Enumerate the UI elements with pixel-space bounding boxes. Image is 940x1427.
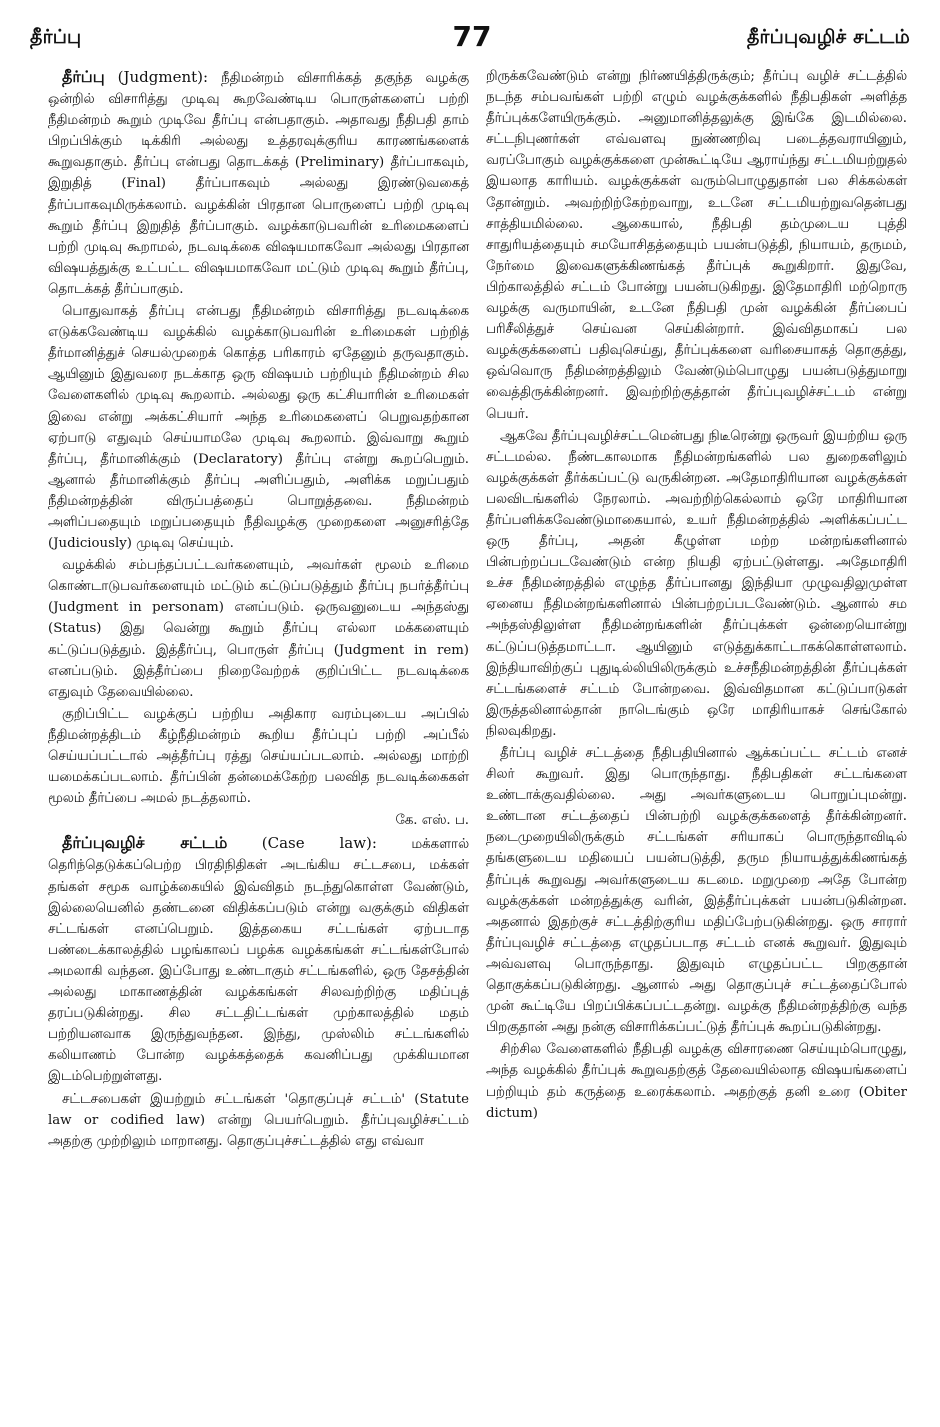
- page-header: [22, 20, 922, 60]
- running-head-right: தீர்ப்புவழிச் சட்டம்: [746, 26, 910, 48]
- page-number: 77: [452, 20, 492, 53]
- author-initials: கே. எஸ். ப.: [395, 813, 469, 829]
- entry-term: தீர்ப்புவழிச் சட்டம்: [62, 833, 228, 853]
- paragraph: றிருக்கவேண்டும் என்று நிர்ணயித்திருக்கும்; தீர்ப்பு வழிச் சட்டத்தில் நடந்த சம்பவங்கள் பற்றி எழும் வழக்குக்களில் நீதிபதிகள் அளித்த தீர்ப்புக்களேயிருக்கும். அனுமானித்தலுக்கு இங்கே இடமில்லை. சட்டநிபுணர்கள் எவ்வளவு நுண்ணறிவு படைத்தவராயினும், வரப்போகும் வழக்குக்களை முன்கூட்டியே ஆராய்ந்து சட்டமியற்றுதல் இயலாத காரியம். வழக்குக்கள் வரும்பொழுதுதான் பல சிக்கல்கள் தோன்றும். அவற்றிற்கேற்றவாறு, உடனே சட்டமியற்றுவதென்பது சாத்தியமில்லை. ஆகையால், நீதிபதி தம்முடைய புத்தி சாதுரியத்தையும் சமயோசிதத்தையும் பயன்படுத்தி, நியாயம், தருமம், நேர்மை இவைகளுக்கிணங்கத் தீர்ப்புக் கூறுகிறார். இதுவே, பிற்காலத்தில் சட்டம் போன்று பயன்படுகிறது. இதேமாதிரி மற்றொரு வழக்கு வருமாயின், உடனே நீதிபதி முன் வழக்கின் தீர்ப்பைப் பரிசீலித்துச் செய்வன செய்கின்றார். இவ்விதமாகப் பல வழக்குக்களைப் பதிவுசெய்து, தீர்ப்புக்களை வரிசையாகத் தொகுத்து, ஒவ்வொரு நீதிமன்றத்திலும் வேண்டும்பொழுது பயன்படுத்துமாறு வைத்திருக்கின்றனர். இவற்றிற்குத்தான் தீர்ப்புவழிச்சட்டம் என்று பெயர்.: [486, 69, 907, 422]
- paragraph: சட்டசபைகள் இயற்றும் சட்டங்கள் 'தொகுப்புச் சட்டம்' (Statute law or codified law) என்று பெயர்பெறும். தீர்ப்புவழிச்சட்டம் அதற்கு முற்றிலும் மாறானது. தொகுப்புச்சட்டத்தில் எது எவ்வா: [48, 1091, 469, 1149]
- entry-judgment-intro: [48, 66, 469, 300]
- right-column: [486, 66, 907, 1125]
- paragraph: குறிப்பிட்ட வழக்குப் பற்றிய அதிகார வரம்புடைய அப்பில் நீதிமன்றத்திடம் கீழ்நீதிமன்றம் கூறிய தீர்ப்புப் பற்றி அப்பீல் செய்யப்பட்டால் அத்தீர்ப்பு ரத்து செய்யப்படலாம். அல்லது மாற்றி யமைக்கப்படலாம். தீர்ப்பின் தன்மைக்கேற்ற பலவித நடவடிக்கைகள் மூலம் தீர்ப்பை அமல் நடத்தலாம்.: [48, 706, 469, 807]
- paragraph: சிற்சில வேளைகளில் நீதிபதி வழக்கு விசாரணை செய்யும்பொழுது, அந்த வழக்கில் தீர்ப்புக் கூறுவதற்குத் தேவையில்லாத விஷயங்களைப் பற்றியும் தம் கருத்தை உரைக்கலாம். அதற்குத் தனி உரை (Obiter dictum): [486, 1042, 907, 1121]
- paragraph: ஆகவே தீர்ப்புவழிச்சட்டமென்பது நிடீரென்று ஒருவர் இயற்றிய ஒரு சட்டமல்ல. நீண்டகாலமாக நீதிமன்றங்களில் பல துறைகளிலும் வழக்குக்கள் தீர்க்கப்பட்டு வருகின்றன. அதேமாதிரியான வழக்குக்கள் பலவிடங்களில் நேரலாம். அவற்றிற்கெல்லாம் ஒரே மாதிரியான தீர்ப்பளிக்கவேண்டுமாகையால், உயர் நீதிமன்றத்தில் அளிக்கப்பட்ட ஒரு தீர்ப்பு, அதன் கீழுள்ள மற்ற மன்றங்களினால் பின்பற்றப்படவேண்டும் என்ற நியதி ஏற்பட்டுள்ளது. அதேமாதிரி உச்ச நீதிமன்றத்தில் எழுந்த தீர்ப்பானது இந்தியா முழுவதிலுமுள்ள ஏனைய நீதிமன்றங்களினால் பின்பற்றப்படவேண்டும். ஆனால் சம அந்தஸ்திலுள்ள நீதிமன்றங்களின் தீர்ப்புக்கள் ஒன்றையொன்று கட்டுப்படுத்தமாட்டா. ஆயினும் எடுத்துக்காட்டாகக்கொள்ளலாம். இந்தியாவிற்குப் புதுடில்லியிலிருக்கும் உச்சநீதிமன்றத்தின் தீர்ப்புக்கள் சட்டங்களைச் சட்டம் போன்றவை. இவ்விதமான கட்டுப்பாடுகள் இருத்தலினால்தான் நாடெங்கும் ஒரே மாதிரியாகச் செங்கோல் நிலவுகிறது.: [486, 428, 907, 739]
- entry-term: தீர்ப்பு: [62, 67, 105, 86]
- paragraph: தீர்ப்பு வழிச் சட்டத்தை நீதிபதியினால் ஆக்கப்பட்ட சட்டம் எனச் சிலர் கூறுவர். இது பொருந்தாது. நீதிபதிகள் சட்டங்களை உண்டாக்குவதில்லை. அது அவர்களுடைய பொறுப்புமன்று. உண்டான சட்டத்தைப் பின்பற்றி வழக்குக்களைத் தீர்க்கின்றனர். நடைமுறையிலிருக்கும் சட்டங்கள் சரியாகப் பொருந்தாவிடில் தங்களுடைய மதியைப் பயன்படுத்தி, தரும நியாயத்துக்கிணங்கத் தீர்ப்புக் கூறுவது அவர்களுடைய கடமை. மறுமுறை அதே போன்ற வழக்குக்கள் மன்றத்துக்கு வரின், இத்தீர்ப்புக்கள் பயன்படுகின்றன. அதனால் இதற்குச் சட்டத்திற்குரிய மதிப்பேற்படுகின்றது. ஒரு சாரார் தீர்ப்புவழிச் சட்டத்தை எழுதப்படாத சட்டம் எனக் கூறுவர். இதுவும் அவ்வளவு பொருந்தாது. இதுவும் எழுதப்பட்ட பிறகுதான் தொகுக்கப்படுகின்றது. ஆனால் அது தொகுப்புச் சட்டத்தைப்போல் முன் கூட்டியே பிறப்பிக்கப்பட்டதன்று. வழக்கு நீதிமன்றத்திற்கு வந்த பிறகுதான் அது நன்கு விசாரிக்கப்பட்டுத் தீர்ப்புக் கூறப்படுகின்றது.: [486, 746, 907, 1036]
- entry-case-law-intro: [48, 832, 469, 1087]
- entry-english-term: (Case law):: [261, 834, 377, 853]
- left-column: [48, 66, 469, 1153]
- paragraph: வழக்கில் சம்பந்தப்பட்டவர்களையும், அவர்கள் மூலம் உரிமை கொண்டாடுபவர்களையும் மட்டும் கட்டுப்படுத்தும் தீர்ப்பு நபர்த்தீர்ப்பு (Judgment in personam) எனப்படும். ஒருவனுடைய அந்தஸ்து (Status) இது வென்று கூறும் தீர்ப்பு எல்லா மக்களையும் கட்டுப்படுத்தும். இத்தீர்ப்பு, பொருள் தீர்ப்பு (Judgment in rem) எனப்படும். இத்தீர்ப்பை நிறைவேற்றக் குறிப்பிட்ட நடவடிக்கை எதுவும் தேவையில்லை.: [48, 558, 469, 700]
- entry-text: நீதிமன்றம் விசாரிக்கத் தகுந்த வழக்கு ஒன்றில் விசாரித்து முடிவு கூறவேண்டிய பொருள்களைப் பற்றி நீதிமன்றம் கூறும் முடிவே தீர்ப்பு என்பதாகும். அதாவது நீதிபதி தாம் பிறப்பிக்கும் டிக்கிரி அல்லது உத்தரவுக்குரிய காரணங்களைக் கூறுவதாகும். தீர்ப்பு என்பது தொடக்கத் (Preliminary) தீர்ப்பாகவும், இறுதித் (Final) தீர்ப்பாகவும் அல்லது இரண்டுவகைத் தீர்ப்பாகவுமிருக்கலாம். வழக்கின் பிரதான பொருளைப் பற்றி முடிவு கூறும் தீர்ப்பு இறுதித் தீர்ப்பாகும். வழக்காடுபவரின் உரிமைகளைப் பற்றி முடிவு கூறாமல், நடவடிக்கை விஷயமாகவோ அல்லது பிரதான விஷயத்துக்கு உட்பட்ட விஷயமாகவோ மட்டும் முடிவு கூறும் தீர்ப்பு, தொடக்கத் தீர்ப்பாகும்.: [48, 71, 470, 297]
- entry-english-term: (Judgment):: [117, 68, 209, 86]
- running-head-left: தீர்ப்பு: [30, 26, 82, 48]
- entry-text: மக்களால் தெரிந்தெடுக்கப்பெற்ற பிரதிநிதிகள் அடங்கிய சட்டசபை, மக்கள் தங்கள் சமூக வாழ்க்கையில் இவ்விதம் நடந்துகொள்ள வேண்டும், இல்லையெனில் தண்டனை விதிக்கப்படும் என்று வகுக்கும் விதிகள் சட்டங்கள் எனப்பெறும். இத்தகைய சட்டங்கள் ஏற்படாத பண்டைக்காலத்தில் பழங்காலப் பழக்க வழக்கங்கள் சட்டங்கள்போல் அமலாகி வந்தன. இப்போது உண்டாகும் சட்டங்களில், ஒரு தேசத்தின் அல்லது மாகாணத்தின் வழக்கங்கள் சிலவற்றிற்கு மதிப்புத் தரப்படுகின்றது. சில சட்டதிட்டங்கள் முற்காலத்தில் மதம் பற்றியனவாக இருந்துவந்தன. இந்து, முஸ்லிம் சட்டங்களில் கலியாணம் போன்ற வழக்கத்தைக் கவனிப்பது முக்கியமான இடம்பெற்றுள்ளது.: [48, 837, 470, 1085]
- paragraph: பொதுவாகத் தீர்ப்பு என்பது நீதிமன்றம் விசாரித்து நடவடிக்கை எடுக்கவேண்டிய வழக்கில் வழக்காடுபவரின் உரிமைகள் பற்றித் தீர்மானித்துச் செயல்முறைக் கொத்த பரிகாரம் ஏதேனும் தருவதாகும். ஆயினும் இதுவரை நடக்காத ஒரு விஷயம் பற்றியும் நீதிமன்றம் சில வேளைகளில் முடிவு கூறலாம். அல்லது ஒரு கட்சியாரின் உரிமைகள் இவை என்று அக்கட்சியார் அந்த உரிமைகளைப் பெறுவதற்கான ஏற்பாடு எதுவும் செய்யாமலே முடிவு கூறலாம். இவ்வாறு கூறும் தீர்ப்பு, தீர்மானிக்கும் (Declaratory) தீர்ப்பு என்று கூறப்பெறும். ஆனால் தீர்மானிக்கும் தீர்ப்பு அளிப்பதும், அளிக்க மறுப்பதும் நீதிமன்றத்தின் விருப்பத்தைப் பொறுத்தவை. நீதிமன்றம் அளிப்பதையும் மறுப்பதையும் நீதிவழக்கு முறைகளை அனுசரித்தே (Judiciously) முடிவு செய்யும்.: [48, 304, 469, 552]
